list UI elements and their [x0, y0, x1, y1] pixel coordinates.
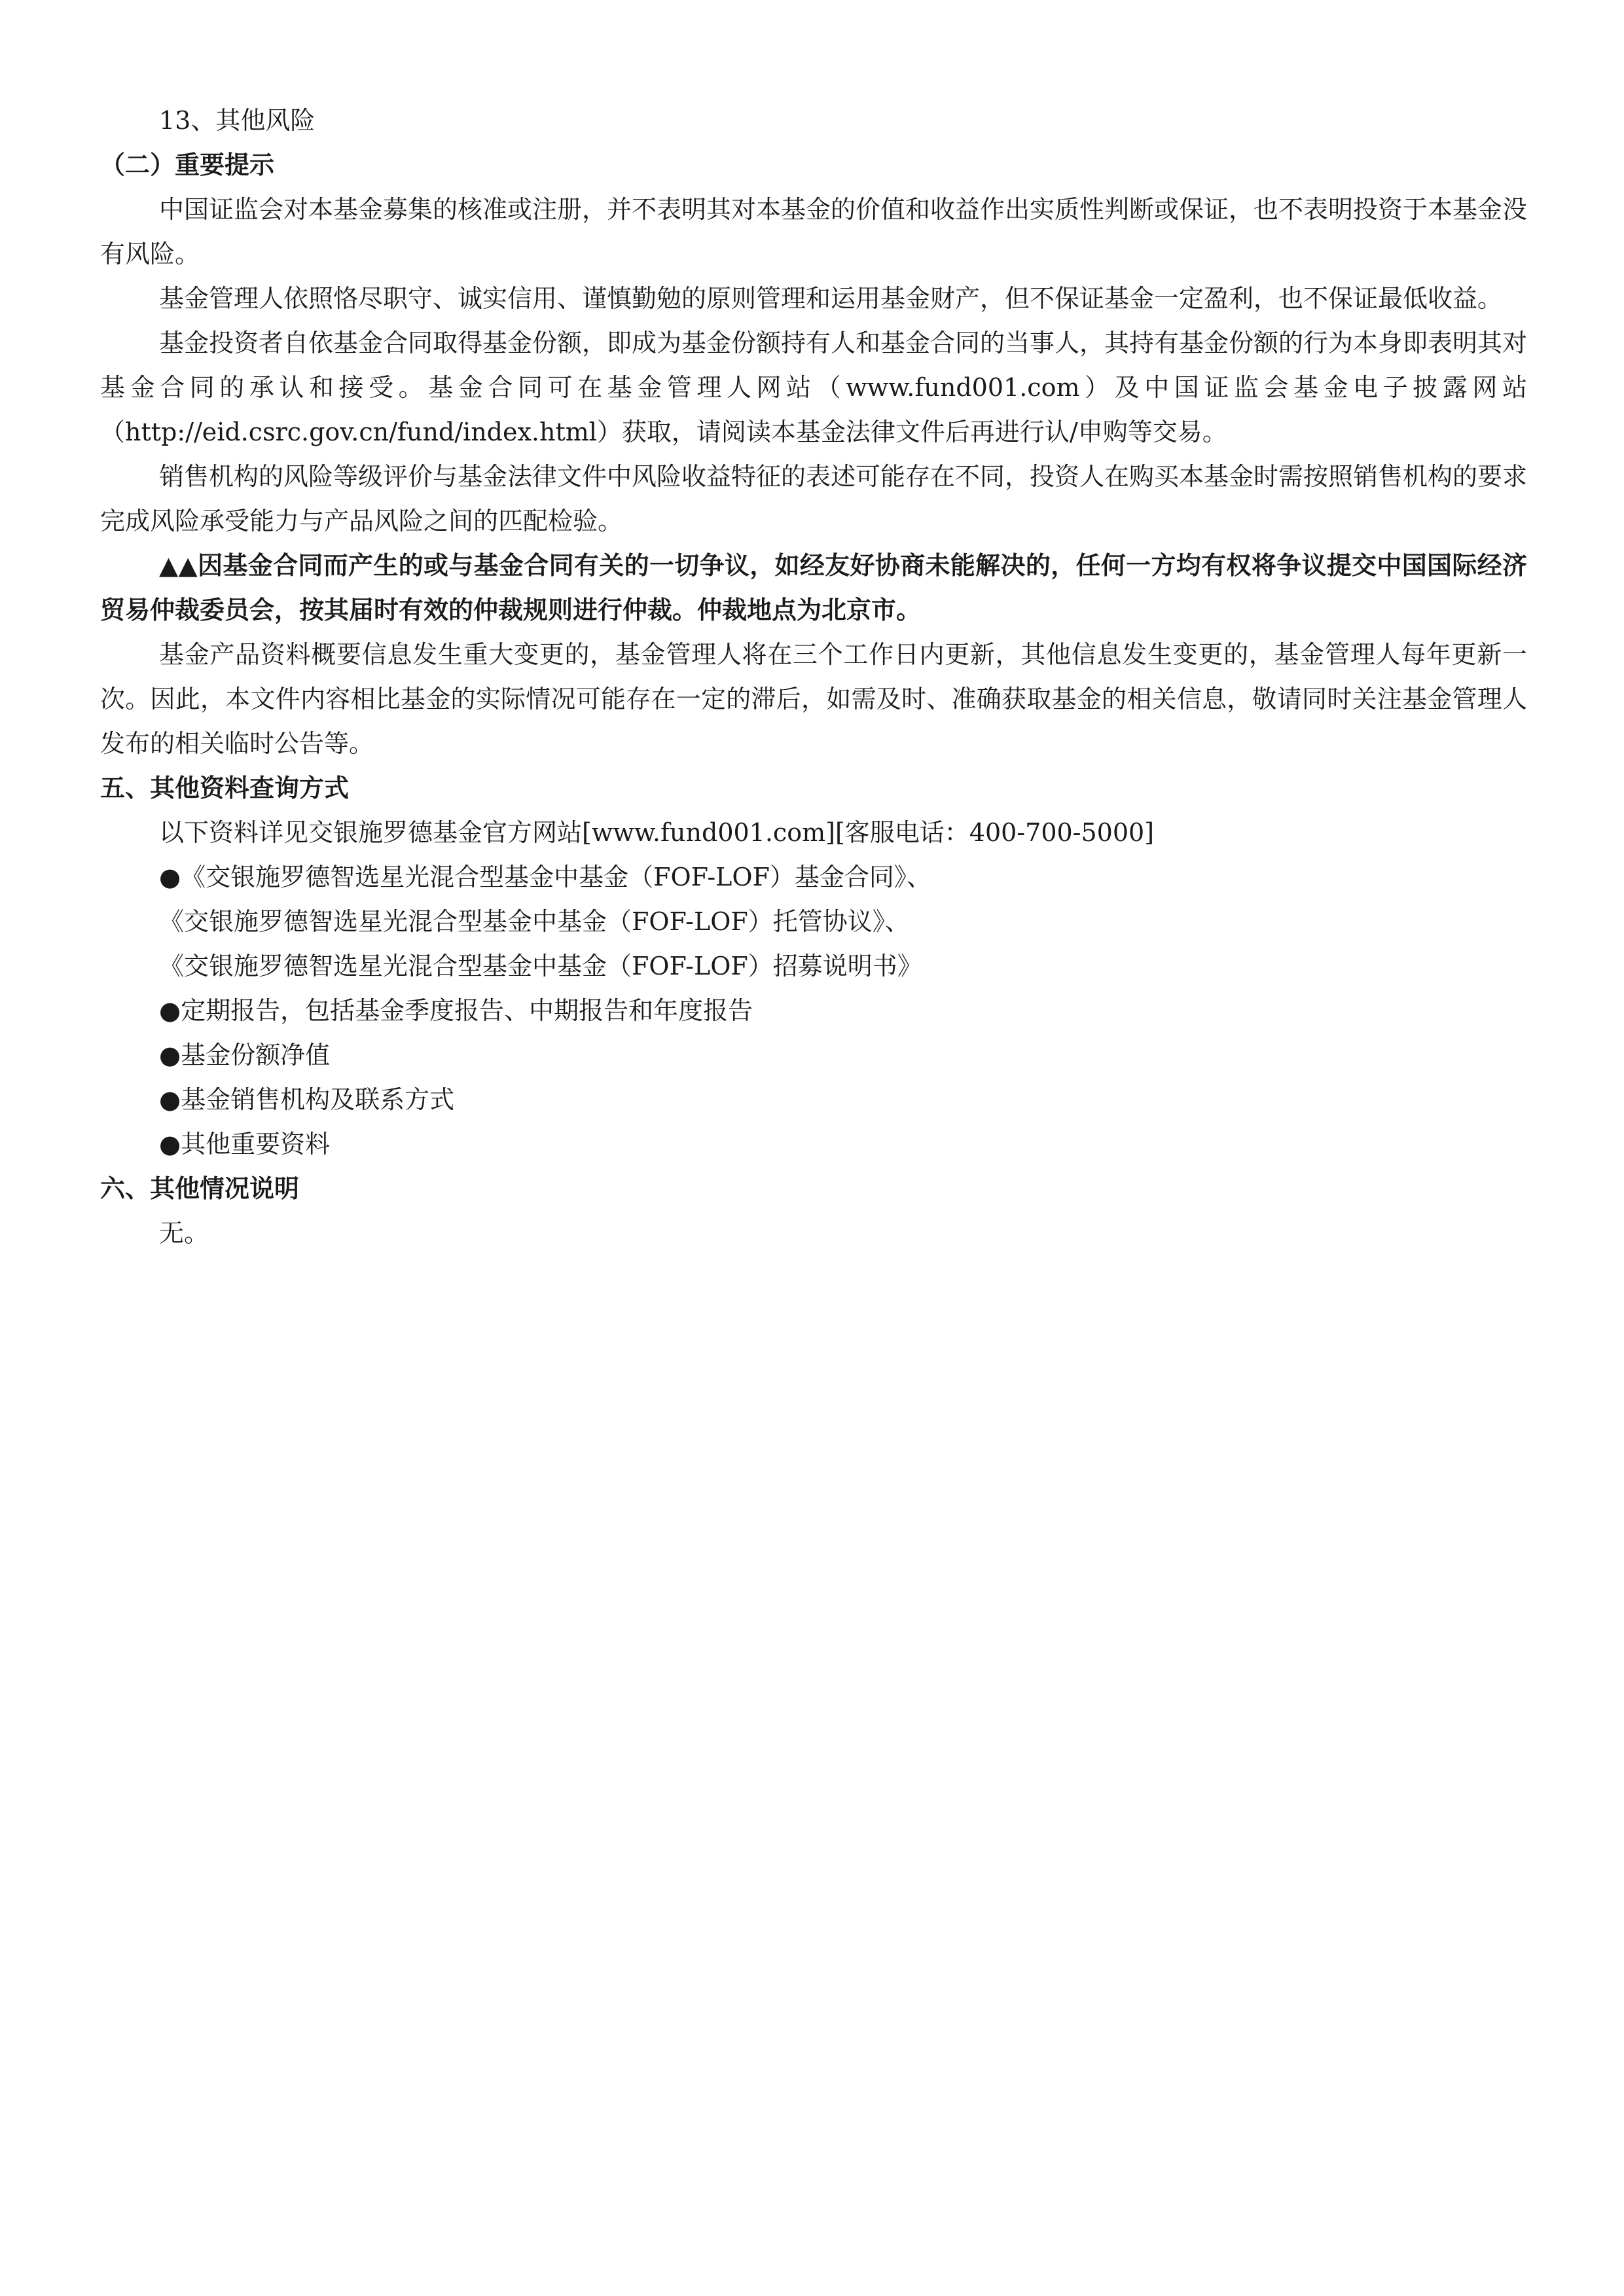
section-other-notes-body: 无。 — [159, 1219, 209, 1247]
document-page — [100, 98, 1527, 1255]
list-item-fund-contract: ●《交银施罗德智选星光混合型基金中基金（FOF-LOF）基金合同》、 — [159, 863, 931, 891]
section-other-notes-heading: 六、其他情况说明 — [100, 1174, 300, 1203]
list-item-other-materials: ●其他重要资料 — [159, 1130, 331, 1158]
section-other-info-intro: 以下资料详见交银施罗德基金官方网站[www.fund001.com][客服电话：400-700-5000] — [159, 818, 1155, 847]
list-item-nav: ●基金份额净值 — [159, 1041, 331, 1069]
item-13-other-risks: 13、其他风险 — [159, 106, 316, 135]
list-item-custody-agreement: 《交银施罗德智选星光混合型基金中基金（FOF-LOF）托管协议》、 — [159, 907, 910, 936]
section-important-notice-heading: （二）重要提示 — [100, 151, 275, 179]
section-other-info-heading: 五、其他资料查询方式 — [100, 774, 350, 802]
paragraph-risk-rating: 销售机构的风险等级评价与基金法律文件中风险收益特征的表述可能存在不同，投资人在购买本基金时需按照销售机构的要求完成风险承受能力与产品风险之间的匹配检验。 — [100, 462, 1528, 535]
list-item-periodic-reports: ●定期报告，包括基金季度报告、中期报告和年度报告 — [159, 996, 753, 1025]
paragraph-arbitration: ▲▲因基金合同而产生的或与基金合同有关的一切争议，如经友好协商未能解决的，任何一方均有权将争议提交中国国际经济贸易仲裁委员会，按其届时有效的仲裁规则进行仲裁。仲裁地点为北京市。 — [100, 551, 1527, 624]
paragraph-update-notice: 基金产品资料概要信息发生重大变更的，基金管理人将在三个工作日内更新，其他信息发生变更的，基金管理人每年更新一次。因此，本文件内容相比基金的实际情况可能存在一定的滞后，如需及时、准确获取基金的相关信息，敬请同时关注基金管理人发布的相关临时公告等。 — [100, 640, 1527, 758]
paragraph-contract-acceptance: 基金投资者自依基金合同取得基金份额，即成为基金份额持有人和基金合同的当事人，其持有基金份额的行为本身即表明其对基金合同的承认和接受。基金合同可在基金管理人网站（www.fund001.com）及中国证监会基金电子披露网站（http://eid.csrc.gov.cn/fund/index.html）获取，请阅读本基金法律文件后再进行认/申购等交易。 — [100, 329, 1528, 446]
paragraph-manager-duty: 基金管理人依照恪尽职守、诚实信用、谨慎勤勉的原则管理和运用基金财产，但不保证基金一定盈利，也不保证最低收益。 — [159, 284, 1503, 313]
list-item-sales-agencies: ●基金销售机构及联系方式 — [159, 1085, 455, 1114]
paragraph-csrc-notice: 中国证监会对本基金募集的核准或注册，并不表明其对本基金的价值和收益作出实质性判断或保证，也不表明投资于本基金没有风险。 — [100, 195, 1528, 268]
list-item-prospectus: 《交银施罗德智选星光混合型基金中基金（FOF-LOF）招募说明书》 — [159, 952, 922, 980]
